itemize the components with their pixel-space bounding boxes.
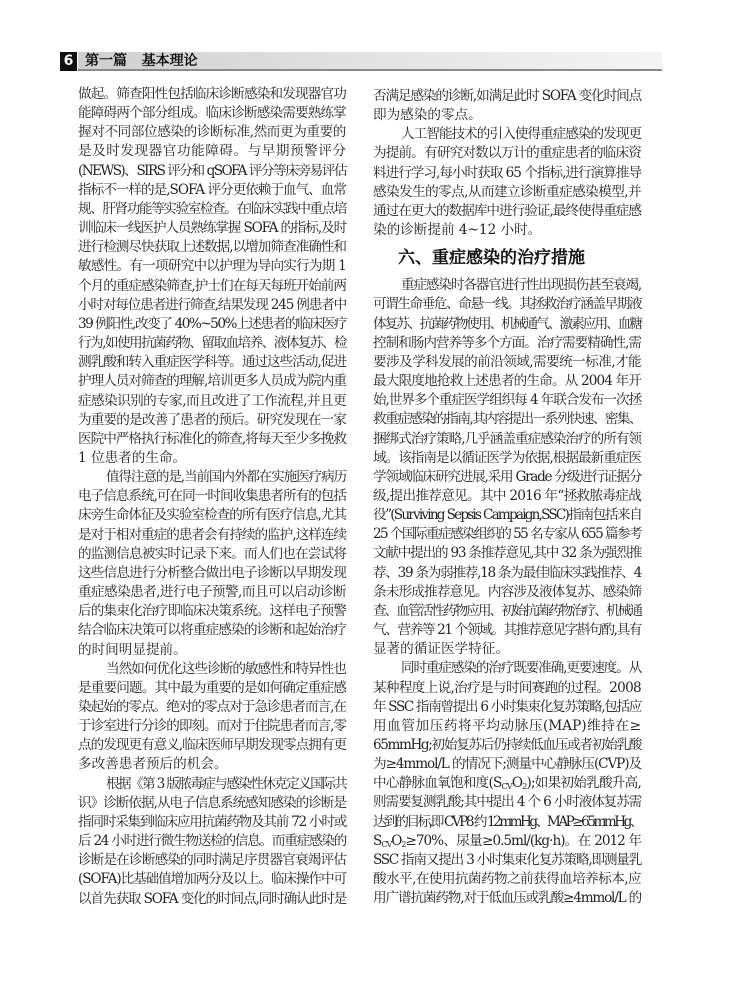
text-line-content: 条未形成推荐意见。内容涉及液体复苏、感染筛 [373,583,641,600]
text-line-content: 规、肝肾功能等实验室检查。在临床实践中重点培 [78,200,346,217]
text-line-content: 通过在更大的数据库中进行验证,最终使得重症感 [373,202,641,219]
text-line-content: 显著的循证医学特征。 [373,641,509,658]
text-line-content: 最大限度地抢救上述患者的生命。从 2004 年开 [373,373,641,390]
text-line-content: 救重症感染的指南,其内容提出一系列快速、密集、 [373,411,641,428]
text-line-content: 指同时采集到临床应用抗菌药物及其前 72 小时或 [78,813,346,830]
text-line [78,238,346,257]
text-line-content: 根据《第 3 版脓毒症与感染性休克定义国际共 [106,775,346,792]
text-line [78,641,346,660]
text-line [373,544,641,563]
text-line-content: 域。该指南是以循证医学为依据,根据最新重症医 [373,449,641,466]
text-line [78,142,346,161]
text-line [78,794,346,813]
text-line-content: 用广谱抗菌药物,对于低血压或乳酸≥4mmol/L 的 [373,890,641,907]
text-line [78,181,346,200]
text-line [78,851,346,870]
text-line-content: 学领域临床研究进展,采用 Grade 分级进行证据分 [373,468,641,485]
text-line [373,202,641,221]
text-line-content: 控制和肠内营养等多个方面。治疗需要精确性,需 [373,334,641,351]
text-line-content: 料进行学习,每小时获取 65 个指标,进行演算推导 [373,164,641,181]
text-line [78,506,346,525]
text-line-content: 达到的目标,即 CVP8 约 12mmHg、MAP≥65mmHg、 [373,813,641,830]
text-line [373,125,641,144]
text-line [373,506,641,525]
text-segment: ≥70%、尿量≥0.5ml/(kg·h)。在 2012 年 [405,832,641,849]
text-line [78,257,346,276]
text-line [78,660,346,679]
text-line [78,162,346,181]
text-line [373,449,641,468]
text-line-content: 后 24 小时进行微生物送检的信息。而重症感染的 [78,833,346,850]
text-line-content: 做起。筛查阳性包括临床诊断感染和发现器官功 [78,86,346,102]
text-line [78,430,346,449]
text-line-content: 多改善患者预后的机会。 [78,756,228,773]
text-line [373,487,641,506]
text-line-content: 重症感染患者,进行电子预警,而且可以启动诊断 [78,584,346,601]
text-line-content: 进行检测尽快获取上述数据,以增加筛查准确性和 [78,239,346,256]
text-line-content: 于诊室进行分诊的即刻。而对于住院患者而言,零 [78,718,346,735]
text-line [78,832,346,851]
text-segment: O [391,832,402,849]
text-line [373,564,641,583]
text-line-content: 25 个国际重症感染组织的 55 名专家从 655 篇参考 [373,526,641,543]
text-line [78,219,346,238]
text-line-content: 电子信息系统,可在同一时间收集患者所有的包括 [78,488,346,505]
text-line [373,525,641,544]
text-line-content: 握对不同部位感染的诊断标准,然而更为重要的 [78,124,346,141]
text-line-content: 的时间明显提前。 [78,641,187,658]
text-line [78,583,346,602]
text-line-content: 级,提出推荐意见。其中 2016 年“拯救脓毒症战 [373,487,641,504]
text-line-content: 症感染识别的专家,而且改进了工作流程,并且更 [78,392,346,409]
text-line [373,276,641,295]
text-line-content: 同时重症感染的治疗既要准确,更要速度。从 [401,660,641,677]
text-line [78,602,346,621]
text-line [373,659,641,678]
text-line-content: 荐、39 条为弱推荐,18 条为最佳临床实践推荐、4 [373,564,641,581]
text-line-content: 能障碍两个部分组成。临床诊断感染需要熟练掌 [78,105,346,122]
text-line [373,621,641,640]
text-line [78,372,346,391]
text-line [373,353,641,372]
text-line [373,717,641,736]
text-line-content: 小时对每位患者进行筛查,结果发现 245 例患者中 [78,296,346,313]
text-line [373,410,641,429]
text-line-content: 可谓生命垂危、命悬一线。其拯救治疗涵盖早期液 [373,296,641,313]
text-line-content: 识》诊断依据,从电子信息系统感知感染的诊断是 [78,794,346,811]
text-line-content: (SOFA)比基础值增加两分及以上。临床操作中可 [78,871,346,888]
text-line [373,889,641,908]
text-line-content [373,775,641,791]
text-line-content: SSC 指南又提出 3 小时集束化复苏策略,即测量乳 [373,851,641,868]
text-line-content: 是重要问题。其中最为重要的是如何确定重症感 [78,679,346,696]
text-line [373,755,641,774]
text-line-content: 重症感染时各器官进行性出现损伤甚至衰竭, [401,277,641,294]
text-line [373,774,641,793]
text-segment: O [511,775,523,792]
text-line [78,717,346,736]
text-line [373,602,641,621]
text-line [78,813,346,832]
text-line [78,564,346,583]
page-number: 6 [60,52,77,71]
text-line-content: 训临床一线医护人员熟练掌握 SOFA 的指标,及时 [78,220,346,237]
text-line [78,392,346,411]
text-line [373,106,641,125]
subscript: 2 [522,782,527,792]
text-line-content: 的监测信息被实时记录下来。而人们也在尝试将 [78,545,346,562]
text-line [78,277,346,296]
text-line-content [373,833,641,849]
text-line-content: 即为感染的零点。 [373,107,482,124]
text-line [373,372,641,391]
left-column [78,85,346,909]
subscript: CV [381,839,392,849]
text-line [373,813,641,832]
text-line-content: 护理人员对筛查的理解,培训更多人员成为院内重 [78,373,346,390]
subscript: 2 [401,839,406,849]
text-line [78,85,346,104]
text-line [78,449,346,468]
text-line [373,221,641,240]
text-line [373,183,641,202]
text-line [373,870,641,889]
text-line [373,334,641,353]
text-line-content: 诊断是在诊断感染的同时满足序贯器官衰竭评估 [78,852,346,869]
text-line-content: 否满足感染的诊断,如满足此时 SOFA 变化时间点 [373,88,641,104]
text-line [78,411,346,430]
text-line-content: 床旁生命体征及实验室检查的所有医疗信息,尤其 [78,507,346,524]
text-line-content: 酸水平,在使用抗菌药物之前获得血培养标本,应 [373,871,641,888]
text-line-content: 感染发生的零点,从而建立诊断重症感染模型,并 [373,183,641,200]
text-line-content: 后的集束化治疗即临床决策系统。这样电子预警 [78,603,346,620]
text-line [78,487,346,506]
text-line [373,832,641,851]
text-line [78,104,346,123]
section-heading: 六、重症感染的治疗措施 [398,248,585,269]
text-line [373,793,641,812]
text-line-content: 年 SSC 指南曾提出 6 小时集束化复苏策略,包括应 [373,698,641,715]
text-line-content: 行为,如使用抗菌药物、留取血培养、液体复苏、检 [78,335,346,352]
text-line-content: 为重要的是改善了患者的预后。研究发现在一家 [78,411,346,428]
text-line [373,698,641,717]
text-line-content: 文献中提出的 93 条推荐意见,其中 32 条为强烈推 [373,545,641,562]
text-line-content: 捆绑式治疗策略,几乎涵盖重症感染治疗的所有领 [373,430,641,447]
text-line [78,736,346,755]
text-line-content: 是对于相对重症的患者会有持续的监护,这样连续 [78,526,346,543]
text-line-content: 役”(Surviving Sepsis Campaign,SSC)指南包括来自 [373,507,641,524]
text-line-content: 点的发现更有意义,临床医师早期发现零点拥有更 [78,737,346,754]
text-line [78,621,346,640]
text-line-content: 测乳酸和转入重症医学科等。通过这些活动,促进 [78,354,346,371]
text-line [78,545,346,564]
text-line-content: (NEWS)、SIRS 评分和 qSOFA 评分等床旁易评估 [78,162,346,179]
text-line [373,430,641,449]
text-line [78,870,346,889]
chapter-title: 第一篇 基本理论 [85,53,198,69]
text-line-content: 39 例阳性,改变了 40%~50%上述患者的临床医疗 [78,315,346,332]
text-line [78,334,346,353]
text-line-content: 结合临床决策可以将重症感染的诊断和起始治疗 [78,622,346,639]
text-line-content: 染的诊断提前 4~12 小时。 [373,222,542,239]
text-line-content: 65mmHg;初始复苏后仍持续低血压或者初始乳酸 [373,737,641,753]
text-line [373,144,641,163]
text-line-content: 1 位患者的生命。 [78,449,187,466]
text-line [373,391,641,410]
text-line-content: 某种程度上说,治疗是与时间赛跑的过程。2008 [373,679,641,696]
text-line-content: 染起始的零点。绝对的零点对于急诊患者而言,在 [78,699,346,715]
text-line [78,353,346,372]
text-line-content: 为≥4mmol/L 的情况下;测量中心静脉压(CVP)及 [373,756,641,773]
text-line-content: 值得注意的是,当前国内外都在实施医疗病历 [106,469,346,486]
text-line-content: 当然如何优化这些诊断的敏感性和特异性也 [106,660,346,677]
text-line-content: 人工智能技术的引入使得重症感染的发现更 [401,126,641,143]
subscript: CV [501,782,512,792]
text-line [373,583,641,602]
text-line-content: 指标不一样的是,SOFA 评分更依赖于血气、血常 [78,181,346,198]
running-header [78,52,662,71]
text-line [78,775,346,794]
text-line [373,295,641,314]
text-line-content: 体复苏、抗菌药物使用、机械通气、激素应用、血糖 [373,315,641,332]
text-line [78,526,346,545]
text-line-content: 是及时发现器官功能障碍。与早期预警评分 [78,143,346,160]
text-line-content: 则需要复测乳酸;其中提出 4 个 6 小时液体复苏需 [373,794,641,811]
text-line [78,698,346,717]
text-line [78,296,346,315]
text-line [373,679,641,698]
text-line-content: 始,世界多个重症医学组织每 4 年联合发布一次拯 [373,392,641,409]
text-line-content: 气、营养等 21 个领域。其推荐意见字斟句酌,具有 [373,622,641,639]
text-line [78,315,346,334]
text-line [373,87,641,106]
text-line [373,164,641,183]
text-line-content: 要涉及学科发展的前沿领域,需要统一标准,才能 [373,353,641,370]
text-line-content: 这些信息进行分析整合做出电子诊断以早期发现 [78,564,346,581]
text-line [78,123,346,142]
text-line-content: 用血管加压药将平均动脉压(MAP)维持在≥ [373,717,641,734]
text-line-content: 查、血管活性药物应用、初始抗菌药物治疗、机械通 [373,602,641,619]
text-line-content: 为提前。有研究对数以万计的重症患者的临床资 [373,145,641,162]
text-segment: 中心静脉血氧饱和度(S [373,775,502,792]
text-line [78,200,346,219]
text-line-content: 以首先获取 SOFA 变化的时间点,同时确认此时是 [78,890,346,907]
text-line [78,890,346,909]
text-line [78,468,346,487]
text-line [78,755,346,774]
text-segment: );如果初始乳酸升高, [526,775,641,792]
text-line-content: 个月的重症感染筛查,护士们在每天每班开始前两 [78,277,346,294]
text-line [373,851,641,870]
text-line [373,736,641,755]
text-line-content: 敏感性。有一项研究中以护理为导向实行为期 1 [78,258,346,275]
text-line-content: 医院中严格执行标准化的筛查,将每天至少多挽救 [78,430,346,447]
text-line [373,468,641,487]
text-segment: S [373,832,382,849]
text-line [78,679,346,698]
right-column [373,87,641,908]
text-line [373,315,641,334]
text-line [373,640,641,659]
